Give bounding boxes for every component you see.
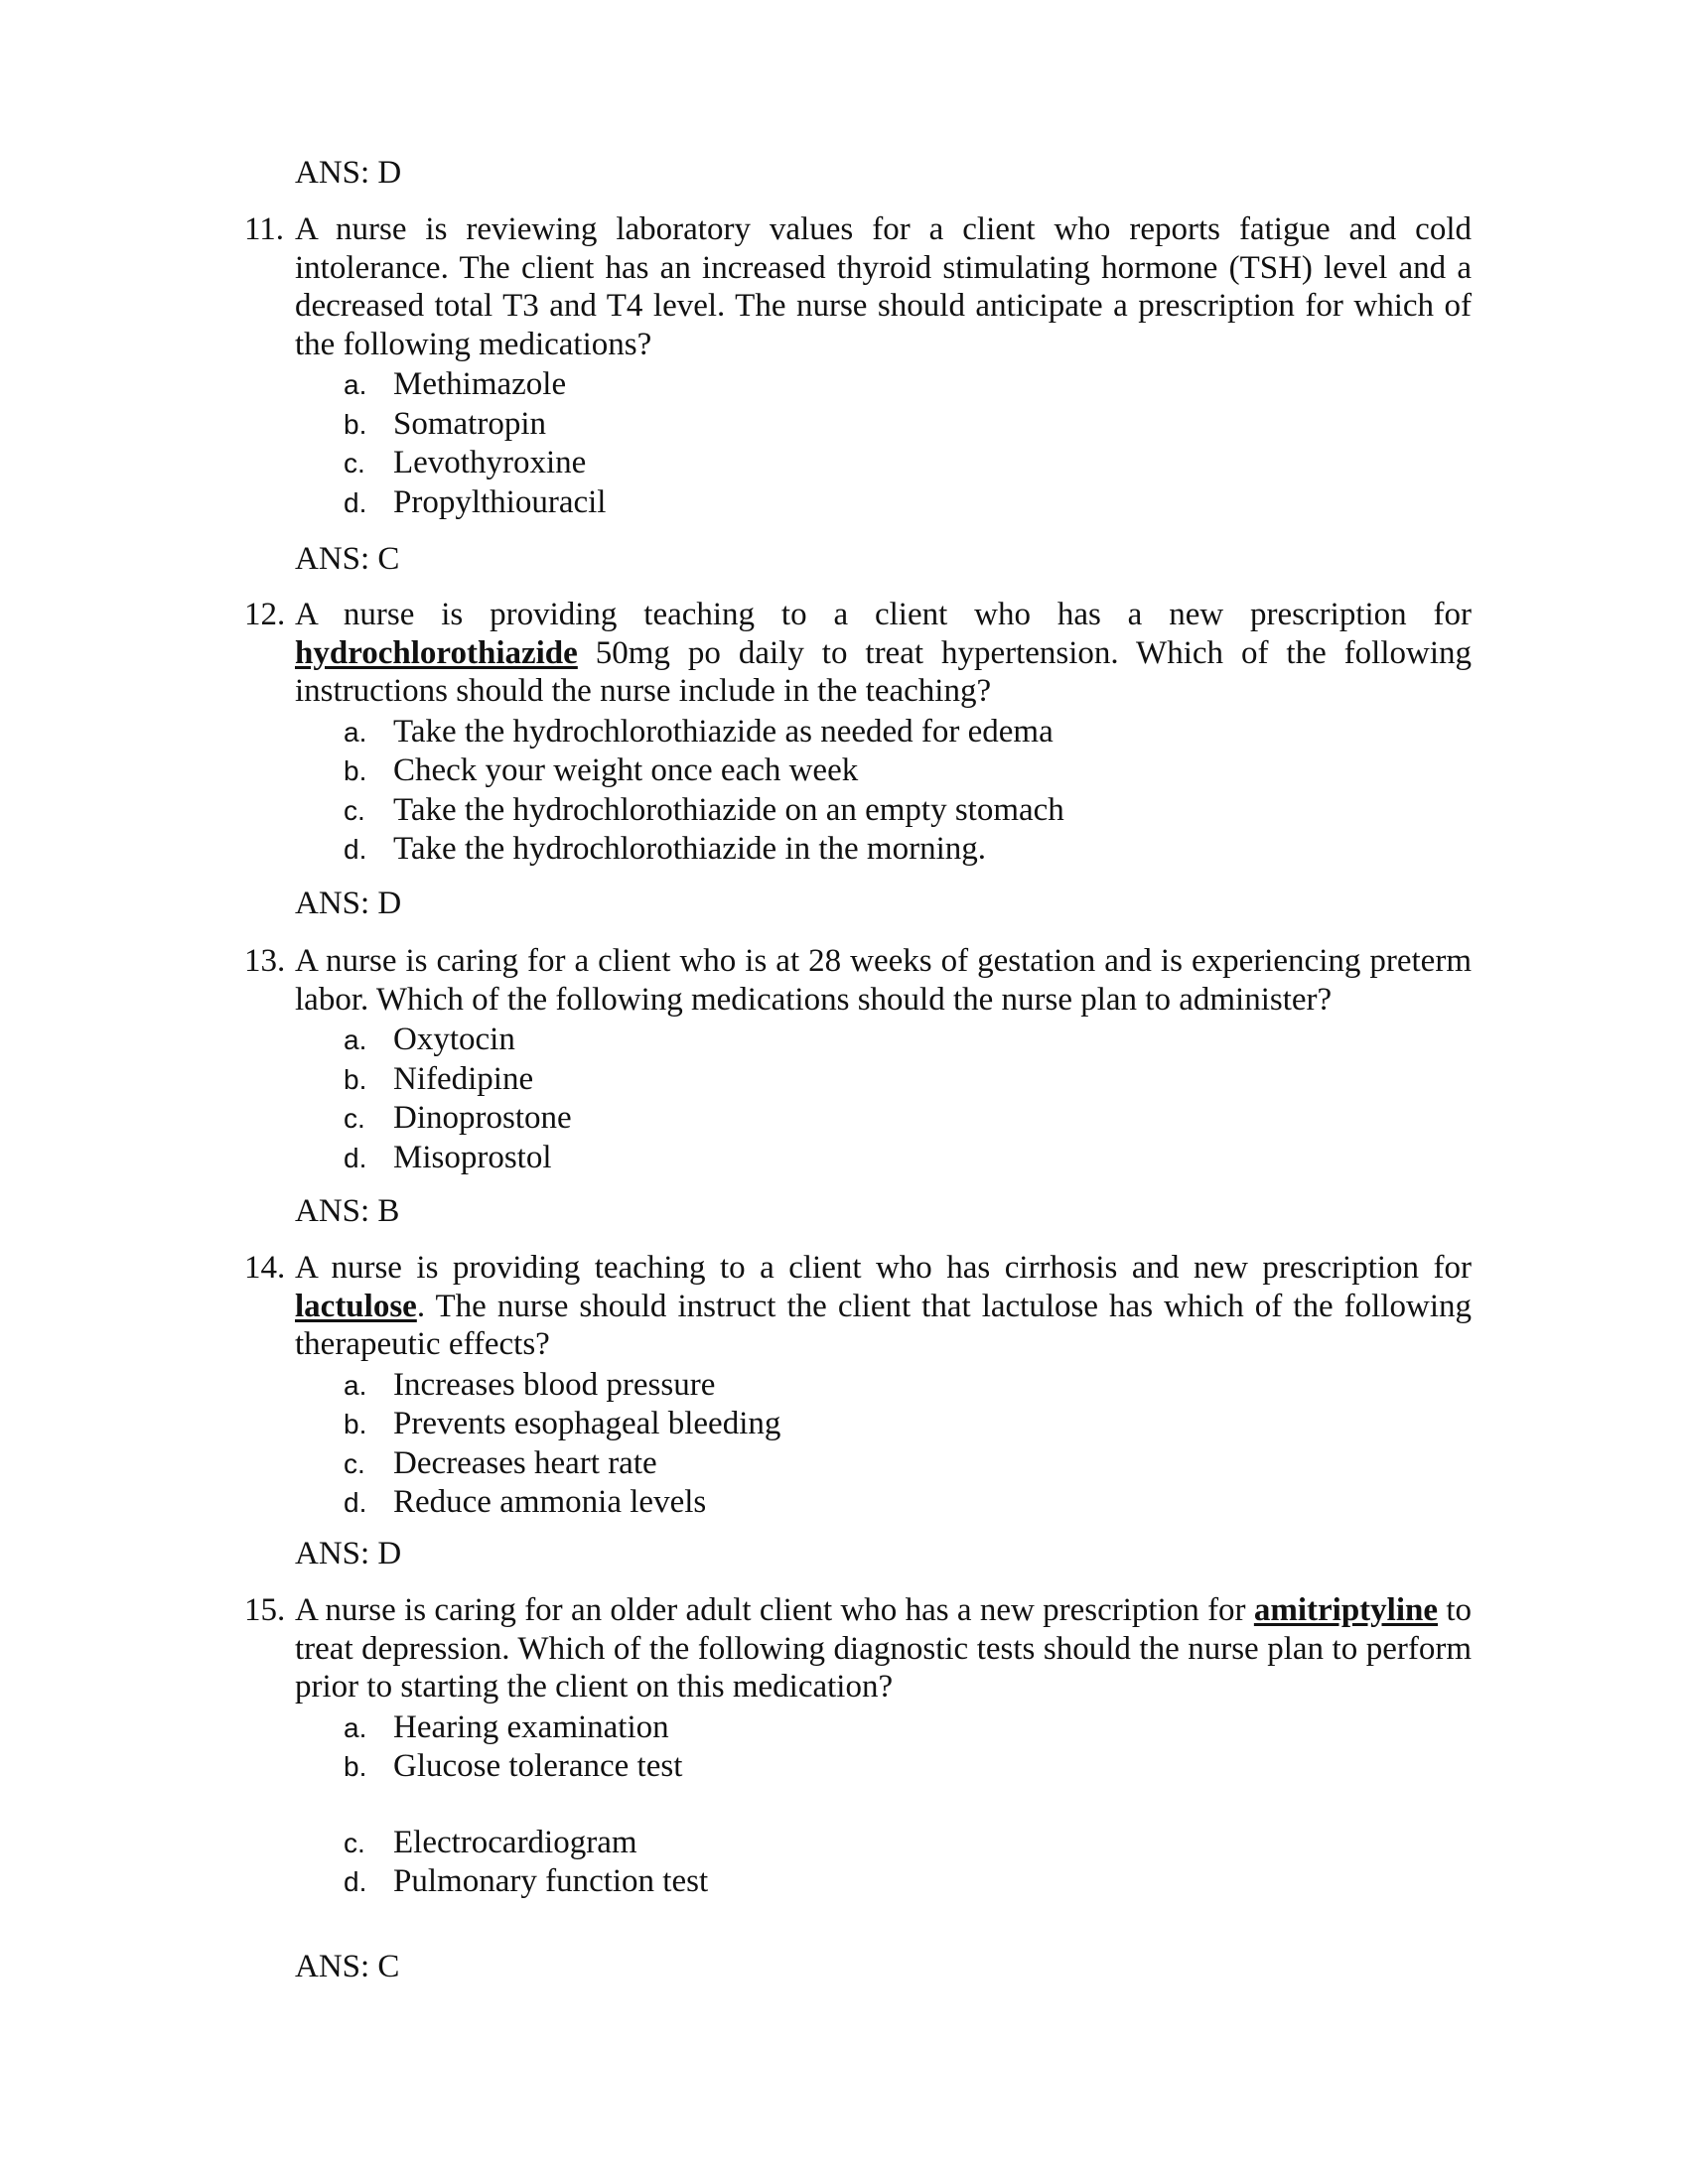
- answer-previous: ANS: D: [295, 155, 402, 191]
- answer-13: ANS: B: [295, 1193, 400, 1229]
- answer-14: ANS: D: [295, 1536, 402, 1571]
- option-a: a. Increases blood pressure: [344, 1366, 716, 1403]
- option-a: a. Hearing examination: [344, 1708, 669, 1745]
- option-d: d. Take the hydrochlorothiazide in the morning.: [344, 831, 987, 867]
- question-number: 12.: [244, 597, 286, 632]
- option-a: a. Methimazole: [344, 366, 567, 402]
- option-d: d. Reduce ammonia levels: [344, 1484, 707, 1520]
- question-number: 13.: [244, 943, 286, 979]
- question-14: [244, 1249, 1472, 1523]
- question-stem: A nurse is caring for a client who is at 28 weeks of gestation and is experiencing preterm labor. Which of the following medications should the nurse plan to administer?: [295, 943, 1472, 1018]
- option-b: b. Nifedipine: [344, 1060, 534, 1097]
- question-15: [244, 1591, 1472, 1902]
- option-c: c. Electrocardiogram: [344, 1824, 637, 1860]
- question-number: 11.: [244, 211, 285, 247]
- answer-11: ANS: C: [295, 541, 400, 577]
- question-stem: A nurse is providing teaching to a client who has cirrhosis and new prescription for lactulose. The nurse should instruct the client that lactulose has which of the following therapeutic effects?: [295, 1250, 1472, 1362]
- option-d: d. Misoprostol: [344, 1139, 552, 1175]
- option-c: c. Dinoprostone: [344, 1100, 572, 1136]
- question-13: [244, 942, 1472, 1177]
- question-number: 14.: [244, 1250, 286, 1286]
- question-stem: A nurse is providing teaching to a client who has a new prescription for hydrochlorothiazide 50mg po daily to treat hypertension. Which of the following instructions should the nurse include in the teaching?: [295, 597, 1472, 709]
- answer-12: ANS: D: [295, 886, 402, 921]
- option-b: b. Prevents esophageal bleeding: [344, 1406, 781, 1441]
- option-b: b. Somatropin: [344, 405, 546, 442]
- question-11: [244, 210, 1472, 522]
- question-number: 15.: [244, 1592, 286, 1628]
- option-b: b. Glucose tolerance test: [344, 1748, 683, 1784]
- drug-name: amitriptyline: [1253, 1592, 1439, 1628]
- question-stem: A nurse is reviewing laboratory values for a client who reports fatigue and cold intolerance. The client has an increased thyroid stimulating hormone (TSH) level and a decreased total T3 and T4 level. The nurse should anticipate a prescription for which of the following medications?: [295, 211, 1472, 362]
- option-list: [244, 1366, 1472, 1523]
- option-list: [244, 713, 1472, 870]
- answer-15: ANS: C: [295, 1949, 400, 1984]
- option-c: c. Decreases heart rate: [344, 1444, 657, 1481]
- option-a: a. Oxytocin: [344, 1022, 515, 1057]
- drug-name: lactulose: [295, 1288, 417, 1324]
- option-d: d. Pulmonary function test: [344, 1863, 709, 1899]
- question-stem: A nurse is caring for an older adult client who has a new prescription for amitriptyline to treat depression. Which of the following diagnostic tests should the nurse plan to perform prior to starting the client on this medication?: [295, 1592, 1472, 1705]
- drug-name: hydrochlorothiazide: [295, 634, 578, 671]
- question-12: [244, 596, 1472, 870]
- option-b: b. Check your weight once each week: [344, 752, 859, 788]
- option-list: [244, 1708, 1472, 1902]
- option-c: c. Levothyroxine: [344, 445, 587, 480]
- option-list: [244, 365, 1472, 522]
- option-a: a. Take the hydrochlorothiazide as needed for edema: [344, 713, 1054, 750]
- option-c: c. Take the hydrochlorothiazide on an empty stomach: [344, 791, 1064, 828]
- option-d: d. Propylthiouracil: [344, 483, 607, 520]
- option-list: [244, 1021, 1472, 1177]
